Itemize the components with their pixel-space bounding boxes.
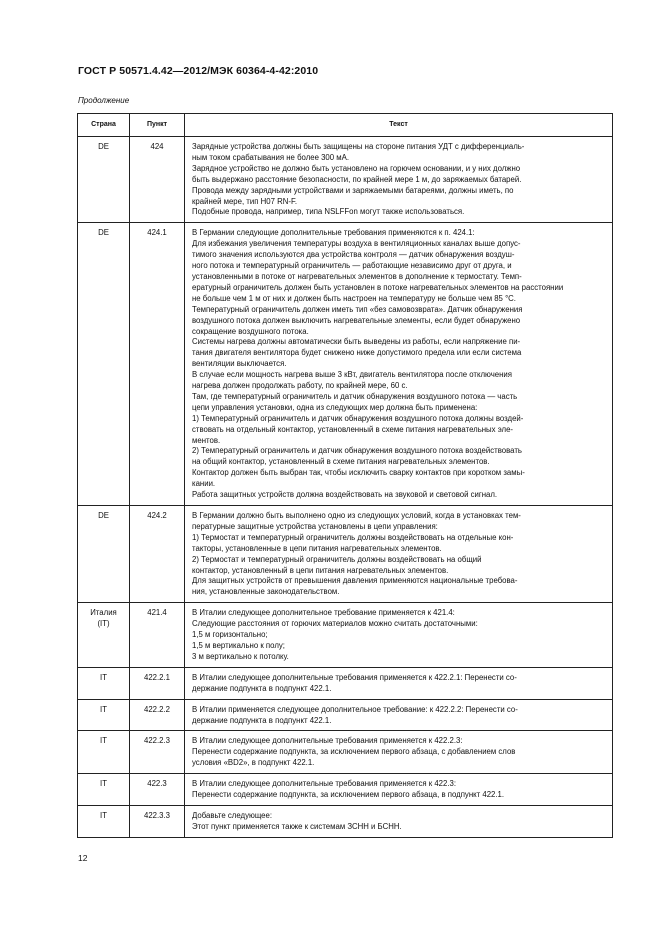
text-line: В Италии следующее дополнительные требования применяется к 422.2.3: (192, 736, 463, 746)
text-line: 1,5 м вертикально к полу; (192, 640, 285, 650)
clause-cell: 422.3.3 (130, 805, 185, 837)
text-cell (185, 774, 613, 806)
text-line: Этот пункт применяется также к системам ЗСНН и БСНН. (192, 821, 402, 831)
text-line: В Германии следующие дополнительные требования применяются к п. 424.1: (192, 228, 475, 238)
text-line: установленными в потоке от нагревательных элементов в дополнение к термостату. Темп- (192, 271, 522, 281)
text-line: Перенести содержание подпункта, за исключением первого абзаца, в подпункт 422.1. (192, 790, 505, 800)
text-line: быть выдержано расстояние безопасности, по крайней мере 1 м, до заряжаемых батарей. (192, 174, 522, 184)
country-cell (78, 506, 130, 603)
country-label: IT (100, 672, 107, 682)
text-line: держание подпункта в подпункт 422.1. (192, 683, 332, 693)
clause-cell: 424.1 (130, 223, 185, 506)
text-line: ным током срабатывания не более 300 мА. (192, 152, 349, 162)
country-cell (78, 137, 130, 223)
country-label: (IT) (97, 619, 110, 629)
text-line: В случае если мощность нагрева выше 3 кВт, двигатель вентилятора после отключения (192, 370, 513, 380)
table-row (78, 137, 613, 223)
country-cell (78, 731, 130, 774)
text-line: В Италии применяется следующее дополнительное требование: к 422.2.2: Перенести со- (192, 704, 518, 714)
country-cell (78, 699, 130, 731)
text-line: кании. (192, 479, 216, 489)
table-header-row (78, 114, 613, 137)
column-header-country: Страна (78, 114, 130, 137)
country-cell (78, 223, 130, 506)
table-row (78, 805, 613, 837)
country-label: IT (100, 779, 107, 789)
text-line: Перенести содержание подпункта, за исключением первого абзаца, с добавлением слов (192, 747, 516, 757)
requirements-table (77, 113, 613, 838)
text-line: Контактор должен быть выбран так, чтобы исключить сварку контактов при коротком замы- (192, 468, 525, 478)
country-label: DE (98, 142, 109, 151)
text-line: крайней мере, тип H07 RN-F. (192, 196, 298, 206)
text-line: воздушного потока должен выключить нагревательные элементы, если будет обнаружено (192, 315, 521, 325)
clause-cell: 422.2.3 (130, 731, 185, 774)
text-cell (185, 731, 613, 774)
country-label: IT (100, 810, 107, 820)
text-line: Там, где температурный ограничитель и датчик обнаружения воздушного потока — часть (192, 391, 518, 401)
country-label: IT (100, 736, 107, 746)
text-line: Системы нагрева должны автоматически быть выведены из работы, если напряжение пи- (192, 337, 521, 347)
text-line: Добавьте следующее: (192, 810, 272, 820)
text-line: Работа защитных устройств должна воздействовать на звуковой и световой сигнал. (192, 490, 498, 500)
text-line: такторы, установленные в цепи питания нагревательных элементов. (192, 543, 442, 553)
text-line: Для избежания увеличения температуры воздуха в вентиляционных каналах выше допус- (192, 239, 521, 249)
text-line: держание подпункта в подпункт 422.1. (192, 715, 332, 725)
clause-cell: 421.4 (130, 603, 185, 668)
continuation-label: Продолжение (78, 96, 130, 105)
text-line: 1,5 м горизонтально; (192, 630, 268, 640)
text-cell (185, 137, 613, 223)
clause-cell: 424 (130, 137, 185, 223)
text-line: контактор, установленный в цепи питания нагревательных элементов. (192, 565, 449, 575)
country-cell (78, 603, 130, 668)
text-line: Провода между зарядными устройствами и заряжаемыми батареями, должны иметь, по (192, 185, 514, 195)
text-line: не больше чем 1 м от них и должен быть настроен на температуру не больше чем 85 °С. (192, 293, 516, 303)
page-number: 12 (78, 853, 88, 863)
country-label: IT (100, 704, 107, 714)
text-line: 2) Температурный ограничитель и датчик обнаружения воздушного потока воздействовать (192, 446, 522, 456)
table-row (78, 699, 613, 731)
text-line: В Италии следующее дополнительное требование применяется к 421.4: (192, 608, 455, 618)
text-cell (185, 667, 613, 699)
text-line: В Германии должно быть выполнено одно из следующих условий, когда в установках тем- (192, 511, 521, 520)
text-line: Зарядное устройство не должно быть установлено на горючем основании, и у них должно (192, 163, 521, 173)
column-header-text: Текст (185, 114, 613, 137)
table-row (78, 667, 613, 699)
country-cell (78, 774, 130, 806)
text-line: ствовать на отдельный контактор, установленный в схеме питания нагревательных эле- (192, 424, 514, 434)
text-line: на общий контактор, установленный в схеме питания нагревательных элементов. (192, 457, 490, 467)
text-line: Зарядные устройства должны быть защищены на стороне питания УДТ с дифференциаль- (192, 142, 525, 151)
text-line: тания двигателя вентилятора будет снижено ниже допустимого предела или если система (192, 348, 522, 358)
text-line: тимого значения используются два устройства контроля — датчик обнаружения воздуш- (192, 250, 515, 260)
country-cell (78, 805, 130, 837)
text-line: Для защитных устройств от превышения давления применяются национальные требова- (192, 576, 518, 586)
document-header: ГОСТ Р 50571.4.42—2012/МЭК 60364-4-42:2010 (78, 65, 319, 77)
text-line: В Италии следующее дополнительные требования применяется к 422.2.1: Перенести со- (192, 672, 517, 682)
text-cell (185, 506, 613, 603)
text-line: ературный ограничитель должен быть установлен в потоке нагревательных элементов на расстоянии (192, 282, 564, 292)
text-line: ментов. (192, 435, 221, 445)
text-line: условия «BD2», в подпункт 422.1. (192, 758, 315, 768)
text-cell (185, 223, 613, 506)
table-row (78, 506, 613, 603)
clause-cell: 422.3 (130, 774, 185, 806)
table-row (78, 774, 613, 806)
text-line: Температурный ограничитель должен иметь тип «без самовозврата». Датчик обнаружения (192, 304, 523, 314)
country-label: Италия (90, 608, 117, 618)
text-line: 1) Термостат и температурный ограничитель должны воздействовать на отдельные кон- (192, 532, 514, 542)
country-cell (78, 667, 130, 699)
clause-cell: 424.2 (130, 506, 185, 603)
text-line: 3 м вертикально к потолку. (192, 651, 289, 661)
text-line: пературные защитные устройства установлены в цепи управления: (192, 521, 438, 531)
text-line: нагрева должен продолжать работу, по крайней мере, 60 с. (192, 381, 408, 391)
table-row (78, 223, 613, 506)
text-line: В Италии следующее дополнительные требования применяется к 422.3: (192, 779, 456, 789)
text-line: ного потока и температурный ограничитель — работающие независимо друг от друга, и (192, 261, 512, 271)
text-line: 2) Термостат и температурный ограничитель должны воздействовать на общий (192, 554, 482, 564)
text-cell (185, 603, 613, 668)
text-cell (185, 699, 613, 731)
text-line: 1) Температурный ограничитель и датчик обнаружения воздушного потока должны воздей- (192, 413, 524, 423)
clause-cell: 422.2.1 (130, 667, 185, 699)
country-label: DE (98, 228, 109, 238)
table-row (78, 731, 613, 774)
country-label: DE (98, 511, 109, 520)
text-cell (185, 805, 613, 837)
column-header-clause: Пункт (130, 114, 185, 137)
clause-cell: 422.2.2 (130, 699, 185, 731)
text-line: сокращение воздушного потока. (192, 326, 309, 336)
text-line: ния, установленные законодательством. (192, 587, 340, 597)
text-line: вентиляции выключается. (192, 359, 287, 369)
table-row (78, 603, 613, 668)
text-line: Следующие расстояния от горючих материалов можно считать достаточными: (192, 619, 478, 629)
text-line: цепи управления установки, одна из следующих мер должна быть применена: (192, 402, 478, 412)
text-line: Подобные провода, например, типа NSLFFоn могут также использоваться. (192, 207, 465, 217)
